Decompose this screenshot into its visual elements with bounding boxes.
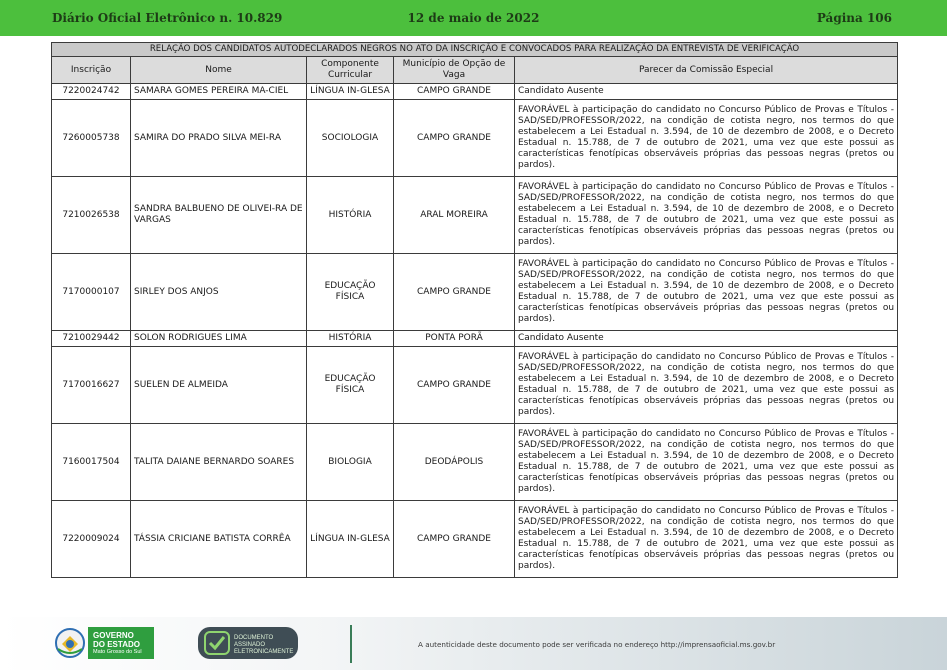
table-row: [52, 177, 898, 254]
cell-componente: BIOLOGIA: [307, 424, 394, 501]
gov-logo-line3: Mato Grosso do Sul: [93, 649, 142, 655]
table-row: [52, 100, 898, 177]
publication-date: 12 de maio de 2022: [407, 11, 540, 25]
cell-municipio: CAMPO GRANDE: [394, 100, 515, 177]
authenticity-notice: A autenticidade deste documento pode ser verificada no endereço http://imprensaoficial.ms.gov.br: [418, 640, 776, 649]
candidates-table: [51, 42, 898, 578]
page-number: Página 106: [816, 11, 892, 25]
gov-logo-line2: DO ESTADO: [93, 640, 140, 649]
cell-componente: HISTÓRIA: [307, 331, 394, 347]
cell-municipio: ARAL MOREIRA: [394, 177, 515, 254]
cell-inscricao: 7170016627: [52, 347, 131, 424]
cell-nome: SANDRA BALBUENO DE OLIVEI-RA DE VARGAS: [131, 177, 307, 254]
column-header-municipio: Município de Opção de Vaga: [394, 57, 515, 84]
cell-inscricao: 7170000107: [52, 254, 131, 331]
cell-municipio: CAMPO GRANDE: [394, 254, 515, 331]
column-header-inscricao: Inscrição: [52, 57, 131, 84]
government-logo: [54, 627, 154, 659]
badge-line3: ELETRONICAMENTE: [234, 649, 294, 655]
cell-nome: SAMARA GOMES PEREIRA MA-CIEL: [131, 84, 307, 100]
cell-componente: HISTÓRIA: [307, 177, 394, 254]
footer-divider: [350, 625, 352, 663]
cell-inscricao: 7210029442: [52, 331, 131, 347]
column-header-parecer: Parecer da Comissão Especial: [515, 57, 898, 84]
cell-parecer: Candidato Ausente: [515, 84, 898, 100]
cell-parecer: FAVORÁVEL à participação do candidato no Concurso Público de Provas e Títulos - SAD/SED/PROFESSOR/2022, na condição de cotista negro, nos termos do que estabelecem a Lei Estadual n. 3.594, de 10 de dezembro de 2008, e o Decreto Estadual n. 15.788, de 7 de outubro de 2021, uma vez que este possui as características fenotípicas observáveis próprias das pessoas negras (pretos ou pardos).: [515, 424, 898, 501]
cell-nome: SAMIRA DO PRADO SILVA MEI-RA: [131, 100, 307, 177]
cell-nome: SIRLEY DOS ANJOS: [131, 254, 307, 331]
cell-inscricao: 7220024742: [52, 84, 131, 100]
cell-componente: EDUCAÇÃO FÍSICA: [307, 254, 394, 331]
page-footer: [0, 617, 947, 670]
cell-parecer: FAVORÁVEL à participação do candidato no Concurso Público de Provas e Títulos - SAD/SED/PROFESSOR/2022, na condição de cotista negro, nos termos do que estabelecem a Lei Estadual n. 3.594, de 10 de dezembro de 2008, e o Decreto Estadual n. 15.788, de 7 de outubro de 2021, uma vez que este possui as características fenotípicas observáveis próprias das pessoas negras (pretos ou pardos).: [515, 347, 898, 424]
table-title: RELAÇÃO DOS CANDIDATOS AUTODECLARADOS NEGROS NO ATO DA INSCRIÇÃO E CONVOCADOS PARA REALIZAÇÃO DA ENTREVISTA DE VERIFICAÇÃO: [52, 43, 898, 57]
checkmark-icon: [204, 631, 230, 655]
table-row: [52, 347, 898, 424]
state-crest-icon: [54, 627, 86, 659]
cell-parecer: FAVORÁVEL à participação do candidato no Concurso Público de Provas e Títulos - SAD/SED/PROFESSOR/2022, na condição de cotista negro, nos termos do que estabelecem a Lei Estadual n. 3.594, de 10 de dezembro de 2008, e o Decreto Estadual n. 15.788, de 7 de outubro de 2021, uma vez que este possui as características fenotípicas observáveis próprias das pessoas negras (pretos ou pardos).: [515, 254, 898, 331]
cell-nome: TÁSSIA CRICIANE BATISTA CORRÊA: [131, 501, 307, 578]
table-row: [52, 254, 898, 331]
table-row: [52, 424, 898, 501]
cell-nome: SUELEN DE ALMEIDA: [131, 347, 307, 424]
cell-inscricao: 7210026538: [52, 177, 131, 254]
cell-municipio: CAMPO GRANDE: [394, 501, 515, 578]
column-header-componente: Componente Curricular: [307, 57, 394, 84]
gov-logo-line1: GOVERNO: [93, 631, 134, 640]
cell-inscricao: 7260005738: [52, 100, 131, 177]
cell-municipio: CAMPO GRANDE: [394, 347, 515, 424]
cell-municipio: CAMPO GRANDE: [394, 84, 515, 100]
cell-inscricao: 7160017504: [52, 424, 131, 501]
badge-line2: ASSINADO: [234, 642, 266, 648]
cell-parecer: FAVORÁVEL à participação do candidato no Concurso Público de Provas e Títulos - SAD/SED/PROFESSOR/2022, na condição de cotista negro, nos termos do que estabelecem a Lei Estadual n. 3.594, de 10 de dezembro de 2008, e o Decreto Estadual n. 15.788, de 7 de outubro de 2021, uma vez que este possui as características fenotípicas observáveis próprias das pessoas negras (pretos ou pardos).: [515, 100, 898, 177]
signed-document-badge: [198, 627, 298, 659]
badge-text: [234, 635, 293, 656]
table-row: [52, 84, 898, 100]
cell-parecer: Candidato Ausente: [515, 331, 898, 347]
journal-edition: Diário Oficial Eletrônico n. 10.829: [52, 11, 283, 25]
cell-municipio: PONTA PORÃ: [394, 331, 515, 347]
cell-parecer: FAVORÁVEL à participação do candidato no Concurso Público de Provas e Títulos - SAD/SED/PROFESSOR/2022, na condição de cotista negro, nos termos do que estabelecem a Lei Estadual n. 3.594, de 10 de dezembro de 2008, e o Decreto Estadual n. 15.788, de 7 de outubro de 2021, uma vez que este possui as características fenotípicas observáveis próprias das pessoas negras (pretos ou pardos).: [515, 177, 898, 254]
government-wordmark: [88, 627, 154, 659]
column-header-nome: Nome: [131, 57, 307, 84]
badge-line1: DOCUMENTO: [234, 635, 274, 641]
cell-municipio: DEODÁPOLIS: [394, 424, 515, 501]
cell-parecer: FAVORÁVEL à participação do candidato no Concurso Público de Provas e Títulos - SAD/SED/PROFESSOR/2022, na condição de cotista negro, nos termos do que estabelecem a Lei Estadual n. 3.594, de 10 de dezembro de 2008, e o Decreto Estadual n. 15.788, de 7 de outubro de 2021, uma vez que este possui as características fenotípicas observáveis próprias das pessoas negras (pretos ou pardos).: [515, 501, 898, 578]
cell-componente: LÍNGUA IN-GLESA: [307, 501, 394, 578]
table-row: [52, 331, 898, 347]
cell-componente: EDUCAÇÃO FÍSICA: [307, 347, 394, 424]
table-row: [52, 501, 898, 578]
cell-nome: TALITA DAIANE BERNARDO SOARES: [131, 424, 307, 501]
cell-componente: LÍNGUA IN-GLESA: [307, 84, 394, 100]
page-header: [0, 0, 947, 36]
cell-inscricao: 7220009024: [52, 501, 131, 578]
cell-nome: SOLON RODRIGUES LIMA: [131, 331, 307, 347]
cell-componente: SOCIOLOGIA: [307, 100, 394, 177]
